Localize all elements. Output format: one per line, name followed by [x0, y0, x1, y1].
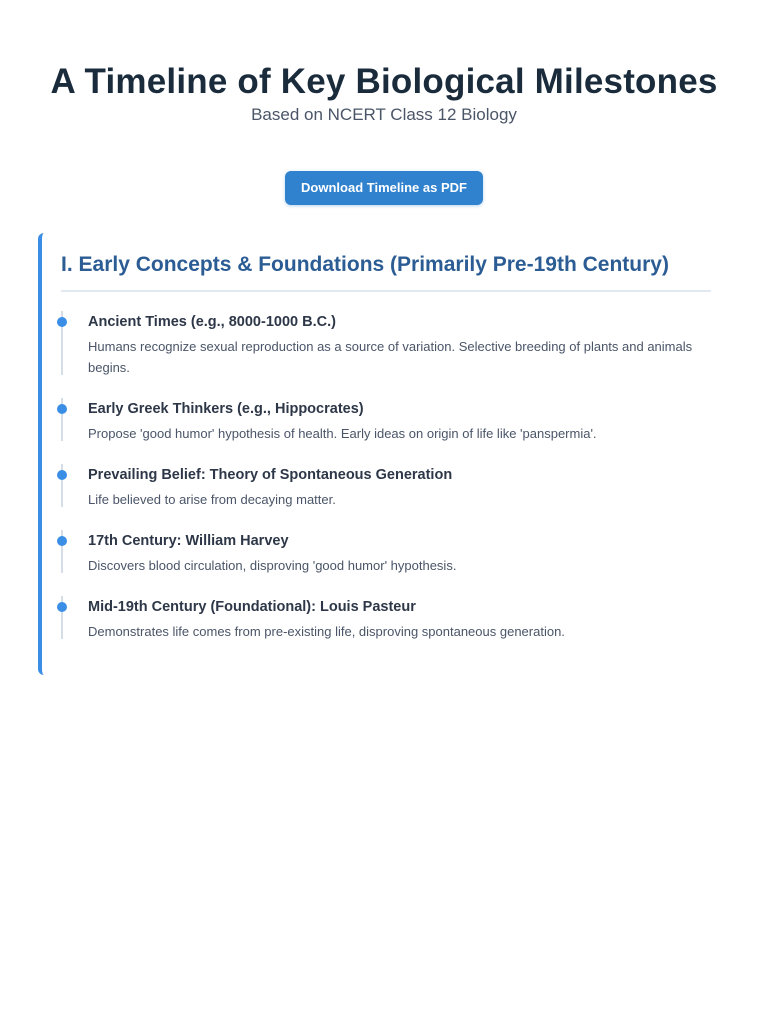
event-description: Humans recognize sexual reproduction as a source of variation. Selective breeding of plants and animals begins. — [88, 339, 693, 375]
event-heading: Ancient Times (e.g., 8000-1000 B.C.) — [88, 314, 336, 330]
timeline-events — [61, 311, 701, 639]
timeline-event — [61, 311, 701, 375]
page-title: A Timeline of Key Biological Milestones — [50, 62, 718, 101]
page-header — [0, 0, 768, 126]
event-heading: Prevailing Belief: Theory of Spontaneous Generation — [88, 467, 453, 483]
timeline-event — [61, 596, 701, 639]
event-description: Demonstrates life comes from pre-existing life, disproving spontaneous generation. — [88, 624, 565, 639]
event-heading: Mid-19th Century (Foundational): Louis Pasteur — [88, 599, 416, 615]
event-description: Discovers blood circulation, disproving 'good humor' hypothesis. — [88, 558, 457, 573]
timeline-section — [38, 233, 711, 675]
timeline-event — [61, 530, 701, 573]
timeline-event — [61, 398, 701, 441]
download-area — [0, 171, 768, 205]
page-subtitle: Based on NCERT Class 12 Biology — [251, 105, 517, 124]
section-title: I. Early Concepts & Foundations (Primarily Pre-19th Century) — [61, 253, 669, 276]
section-divider — [61, 290, 711, 292]
timeline-dot-icon — [57, 536, 67, 546]
event-description: Life believed to arise from decaying matter. — [88, 492, 336, 507]
event-heading: 17th Century: William Harvey — [88, 533, 289, 549]
timeline-dot-icon — [57, 317, 67, 327]
download-pdf-button[interactable]: Download Timeline as PDF — [285, 171, 483, 205]
event-description: Propose 'good humor' hypothesis of health. Early ideas on origin of life like 'panspermia'. — [88, 426, 597, 441]
event-heading: Early Greek Thinkers (e.g., Hippocrates) — [88, 401, 364, 417]
timeline-dot-icon — [57, 602, 67, 612]
timeline-event — [61, 464, 701, 507]
timeline-dot-icon — [57, 404, 67, 414]
timeline-dot-icon — [57, 470, 67, 480]
